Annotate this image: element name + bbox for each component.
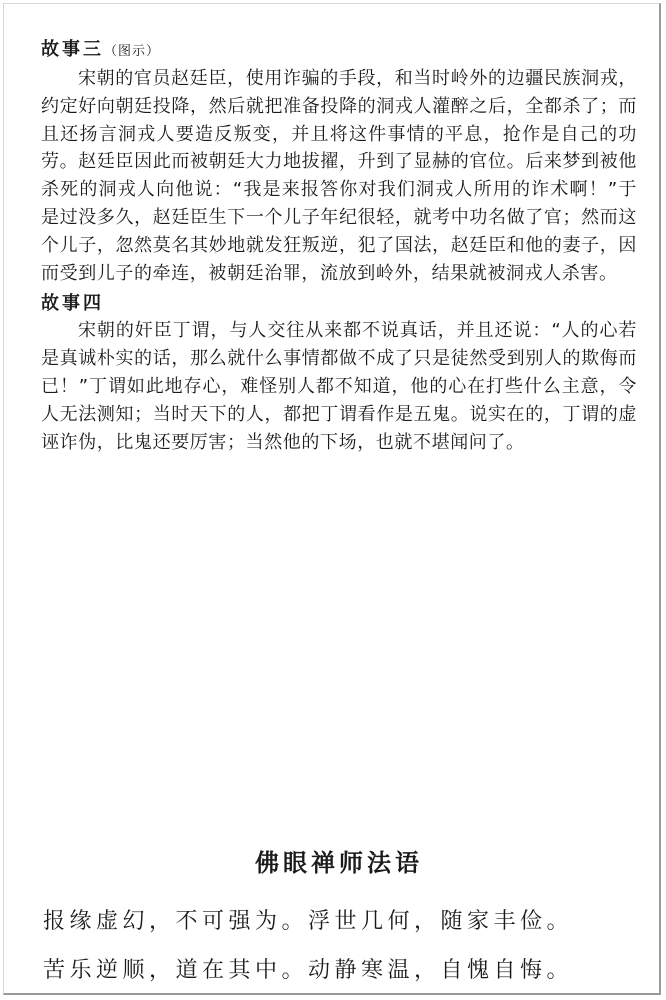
dharma-line-2: 苦乐逆顺，道在其中。动静寒温，自愧自悔。 (43, 958, 574, 983)
story3-heading (41, 37, 637, 65)
dharma-line-1: 报缘虚幻，不可强为。浮世几何，随家丰俭。 (43, 909, 574, 934)
dharma-title: 佛眼禅师法语 (255, 849, 423, 877)
story3-title: 故事三 (41, 39, 104, 60)
story4-body: 宋朝的奸臣丁谓，与人交往从来都不说真话，并且还说：“人的心若是真诚朴实的话，那么就什么事情都做不成了只是徒然受到别人的欺侮而已！”丁谓如此地存心，难怪别人都不知道，他的心在打些什么主意，令人无法测知；当时天下的人，都把丁谓看作是五鬼。说实在的，丁谓的虚诬诈伪，比鬼还要厉害；当然他的下场，也就不堪闻问了。 (41, 320, 637, 453)
story3-note: （图示） (104, 44, 161, 59)
story3-body: 宋朝的官员赵廷臣，使用诈骗的手段，和当时岭外的边疆民族洞戎，约定好向朝廷投降，然后就把准备投降的洞戎人灌醉之后，全都杀了；而且还扬言洞戎人要造反叛变，并且将这件事情的平息，抢作是自己的功劳。赵廷臣因此而被朝廷大力地拔擢，升到了显赫的官位。后来梦到被他杀死的洞戎人向他说：“我是来报答你对我们洞戎人所用的诈术啊！”于是过没多久，赵廷臣生下一个儿子年纪很轻，就考中功名做了官；然而这个儿子，忽然莫名其妙地就发狂叛逆，犯了国法，赵廷臣和他的妻子，因而受到儿子的牵连，被朝廷治罪，流放到岭外，结果就被洞戎人杀害。 (41, 68, 637, 284)
story4-heading (41, 291, 637, 317)
book-page (3, 3, 661, 995)
stories-section (41, 37, 637, 456)
dharma-section (41, 839, 637, 995)
story4-title: 故事四 (41, 293, 104, 315)
